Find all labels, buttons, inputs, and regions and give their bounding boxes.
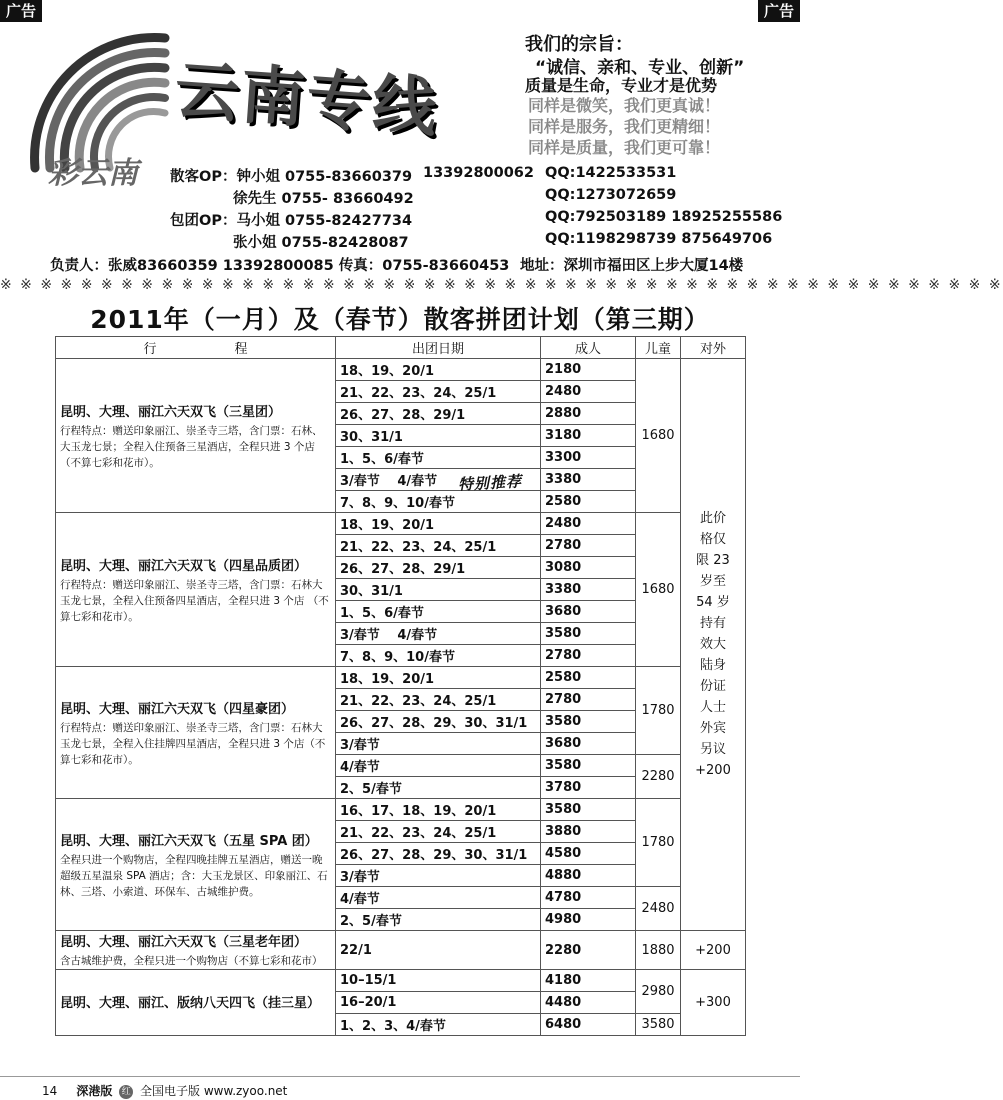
date-cell: 1、2、3、4/春节 <box>336 1014 541 1036</box>
adult-price: 3380 <box>541 469 636 491</box>
route-cell <box>56 359 336 513</box>
page-number: 14 <box>42 1084 58 1098</box>
slogan-line: 质量是生命，专业才是优势 <box>525 76 718 95</box>
date-cell: 21、22、23、24、25/1 <box>336 381 541 403</box>
edition-label: 深港版 <box>76 1084 113 1098</box>
date-cell: 16–20/1 <box>336 992 541 1014</box>
slogan-line: 同样是微笑，我们更真诚！ <box>528 96 721 115</box>
ad-tag-left: 广告 <box>0 0 42 22</box>
date-cell: 26、27、28、29/1 <box>336 557 541 579</box>
external-note: 此价 格仅 限 23 岁至 54 岁 持有 效大 陆身 份证 人士 外宾 另议 +200 <box>681 359 746 931</box>
slogan-line: “诚信、亲和、专业、创新” <box>535 58 745 78</box>
table-row <box>56 667 746 689</box>
adult-price: 4180 <box>541 970 636 992</box>
route-desc: 行程特点：赠送印象丽江、崇圣寺三塔，含门票：石林、大玉龙七景；全程入住预备三星酒店，全程只进 3 个店 （不算七彩和花市）。 <box>60 424 323 469</box>
date-cell: 3/春节 <box>336 865 541 887</box>
slogan-line: 同样是服务，我们更精细！ <box>528 117 721 136</box>
ad-tag-right: 广告 <box>758 0 800 22</box>
contact-line: 张小姐 0755-82428087 <box>233 235 409 251</box>
route-desc: 含古城维护费，全程只进一个购物店（不算七彩和花市） <box>60 955 323 967</box>
logo-script-text: 彩云南 <box>48 156 138 191</box>
table-row <box>56 799 746 821</box>
brand-title: 云南专线 <box>172 53 441 147</box>
adult-price: 2780 <box>541 689 636 711</box>
table-row <box>56 513 746 535</box>
adult-price: 3680 <box>541 601 636 623</box>
contact-line: 徐先生 0755- 83660492 <box>233 191 414 207</box>
contact-qq: QQ:1198298739 875649706 <box>545 231 773 247</box>
date-cell: 3/春节 <box>336 733 541 755</box>
route-name: 昆明、大理、丽江六天双飞（四星品质团） <box>60 558 308 574</box>
adult-price: 3580 <box>541 623 636 645</box>
child-price: 1880 <box>636 931 681 970</box>
adult-price: 3580 <box>541 755 636 777</box>
table-row <box>56 931 746 970</box>
child-price: 1680 <box>636 359 681 513</box>
date-cell: 2、5/春节 <box>336 909 541 931</box>
adult-price: 2780 <box>541 645 636 667</box>
adult-price: 2480 <box>541 381 636 403</box>
date-cell: 10–15/1 <box>336 970 541 992</box>
child-price: 3580 <box>636 1014 681 1036</box>
header-child: 儿童 <box>636 337 681 359</box>
date-cell: 18、19、20/1 <box>336 359 541 381</box>
adult-price: 2180 <box>541 359 636 381</box>
site-link[interactable]: 全国电子版 www.zyoo.net <box>140 1084 288 1098</box>
adult-price: 4880 <box>541 865 636 887</box>
contact-address: 地址：深圳市福田区上步大厦14楼 <box>520 258 744 274</box>
footer-rule <box>0 1076 800 1077</box>
child-price: 1780 <box>636 667 681 755</box>
child-price: 1780 <box>636 799 681 887</box>
adult-price: 4980 <box>541 909 636 931</box>
external-surcharge: +200 <box>681 931 746 970</box>
adult-price: 3580 <box>541 799 636 821</box>
date-cell: 21、22、23、24、25/1 <box>336 689 541 711</box>
date-cell: 4/春节 <box>336 887 541 909</box>
red-badge-icon: 红 <box>119 1085 133 1099</box>
date-cell: 3/春节 4/春节 <box>336 623 541 645</box>
date-cell: 21、22、23、24、25/1 <box>336 821 541 843</box>
date-cell: 30、31/1 <box>336 579 541 601</box>
date-cell: 2、5/春节 <box>336 777 541 799</box>
adult-price: 4780 <box>541 887 636 909</box>
date-cell: 30、31/1 <box>336 425 541 447</box>
date-cell: 22/1 <box>336 931 541 970</box>
contact-line: 散客OP：钟小姐 0755-83660379 <box>170 169 413 185</box>
route-name: 昆明、大理、丽江六天双飞（三星团） <box>60 404 282 420</box>
decorative-divider: ※ ※ ※ ※ ※ ※ ※ ※ ※ ※ ※ ※ ※ ※ ※ ※ ※ ※ ※ ※ ※ ※ ※ ※ ※ ※ ※ ※ ※ ※ ※ ※ ※ ※ ※ ※ ※ ※ ※ ※ ※ ※ ※ ※ ※ ※ ※ ※ ※ ※ <box>0 277 1003 293</box>
route-name: 昆明、大理、丽江、版纳八天四飞（挂三星） <box>60 995 321 1011</box>
external-surcharge: +300 <box>681 970 746 1036</box>
adult-price: 2580 <box>541 491 636 513</box>
date-cell: 26、27、28、29/1 <box>336 403 541 425</box>
adult-price: 6480 <box>541 1014 636 1036</box>
adult-price: 2580 <box>541 667 636 689</box>
slogan-line: 同样是质量，我们更可靠！ <box>528 138 721 157</box>
date-cell: 26、27、28、29、30、31/1 <box>336 843 541 865</box>
date-cell: 18、19、20/1 <box>336 667 541 689</box>
page-title: 2011年（一月）及（春节）散客拼团计划（第三期） <box>90 305 710 334</box>
adult-price: 3680 <box>541 733 636 755</box>
route-cell <box>56 970 336 1036</box>
date-cell: 1、5、6/春节 <box>336 601 541 623</box>
date-cell: 16、17、18、19、20/1 <box>336 799 541 821</box>
route-desc: 行程特点：赠送印象丽江、崇圣寺三塔，含门票：石林大玉龙七景，全程入住预备四星酒店，全程只进 3 个店 （不算七彩和花市）。 <box>60 578 329 623</box>
route-cell <box>56 513 336 667</box>
date-cell: 26、27、28、29、30、31/1 <box>336 711 541 733</box>
child-price: 2980 <box>636 970 681 1014</box>
adult-price: 2280 <box>541 931 636 970</box>
header-date: 出团日期 <box>336 337 541 359</box>
adult-price: 3580 <box>541 711 636 733</box>
child-price: 1680 <box>636 513 681 667</box>
date-cell: 7、8、9、10/春节 <box>336 645 541 667</box>
adult-price: 4480 <box>541 992 636 1014</box>
contact-qq: QQ:792503189 18925255586 <box>545 209 783 225</box>
footer <box>42 1082 287 1099</box>
date-cell: 18、19、20/1 <box>336 513 541 535</box>
adult-price: 3180 <box>541 425 636 447</box>
adult-price: 4580 <box>541 843 636 865</box>
child-price: 2280 <box>636 755 681 799</box>
date-cell: 7、8、9、10/春节 <box>336 491 541 513</box>
header <box>0 0 800 275</box>
route-cell <box>56 931 336 970</box>
adult-price: 3300 <box>541 447 636 469</box>
adult-price: 3780 <box>541 777 636 799</box>
adult-price: 2880 <box>541 403 636 425</box>
contact-qq: QQ:1422533531 <box>545 165 677 181</box>
contact-line: 包团OP：马小姐 0755-82427734 <box>170 213 413 229</box>
header-external: 对外 <box>681 337 746 359</box>
table-row <box>56 359 746 381</box>
contact-phone: 13392800062 <box>423 165 534 181</box>
adult-price: 2780 <box>541 535 636 557</box>
header-adult: 成人 <box>541 337 636 359</box>
table-row <box>56 970 746 992</box>
route-name: 昆明、大理、丽江六天双飞（四星豪团） <box>60 701 295 717</box>
contact-line: 负责人：张威83660359 13392800085 传真：0755-83660453 <box>50 258 510 274</box>
slogan-title: 我们的宗旨： <box>525 34 633 55</box>
tour-price-table <box>55 336 746 1036</box>
adult-price: 2480 <box>541 513 636 535</box>
route-name: 昆明、大理、丽江六天双飞（五星 SPA 团） <box>60 833 318 849</box>
date-cell: 1、5、6/春节 <box>336 447 541 469</box>
special-recommend-label: 特别推荐 <box>457 472 523 494</box>
date-cell: 21、22、23、24、25/1 <box>336 535 541 557</box>
route-desc: 全程只进一个购物店，全程四晚挂牌五星酒店，赠送一晚超级五星温泉 SPA 酒店；含：大玉龙景区、印象丽江、石林、三塔、小索道、环保车、古城维护费。 <box>60 853 328 898</box>
header-route: 行 程 <box>56 337 336 359</box>
route-name: 昆明、大理、丽江六天双飞（三星老年团） <box>60 935 308 950</box>
child-price: 2480 <box>636 887 681 931</box>
date-cell: 4/春节 <box>336 755 541 777</box>
adult-price: 3080 <box>541 557 636 579</box>
contact-qq: QQ:1273072659 <box>545 187 677 203</box>
route-desc: 行程特点：赠送印象丽江、崇圣寺三塔，含门票：石林大玉龙七景，全程入住挂牌四星酒店，全程只进 3 个店（不算七彩和花市）。 <box>60 721 326 766</box>
route-cell <box>56 667 336 799</box>
route-cell <box>56 799 336 931</box>
adult-price: 3880 <box>541 821 636 843</box>
date-cell: 3/春节 4/春节 <box>336 469 541 491</box>
adult-price: 3380 <box>541 579 636 601</box>
